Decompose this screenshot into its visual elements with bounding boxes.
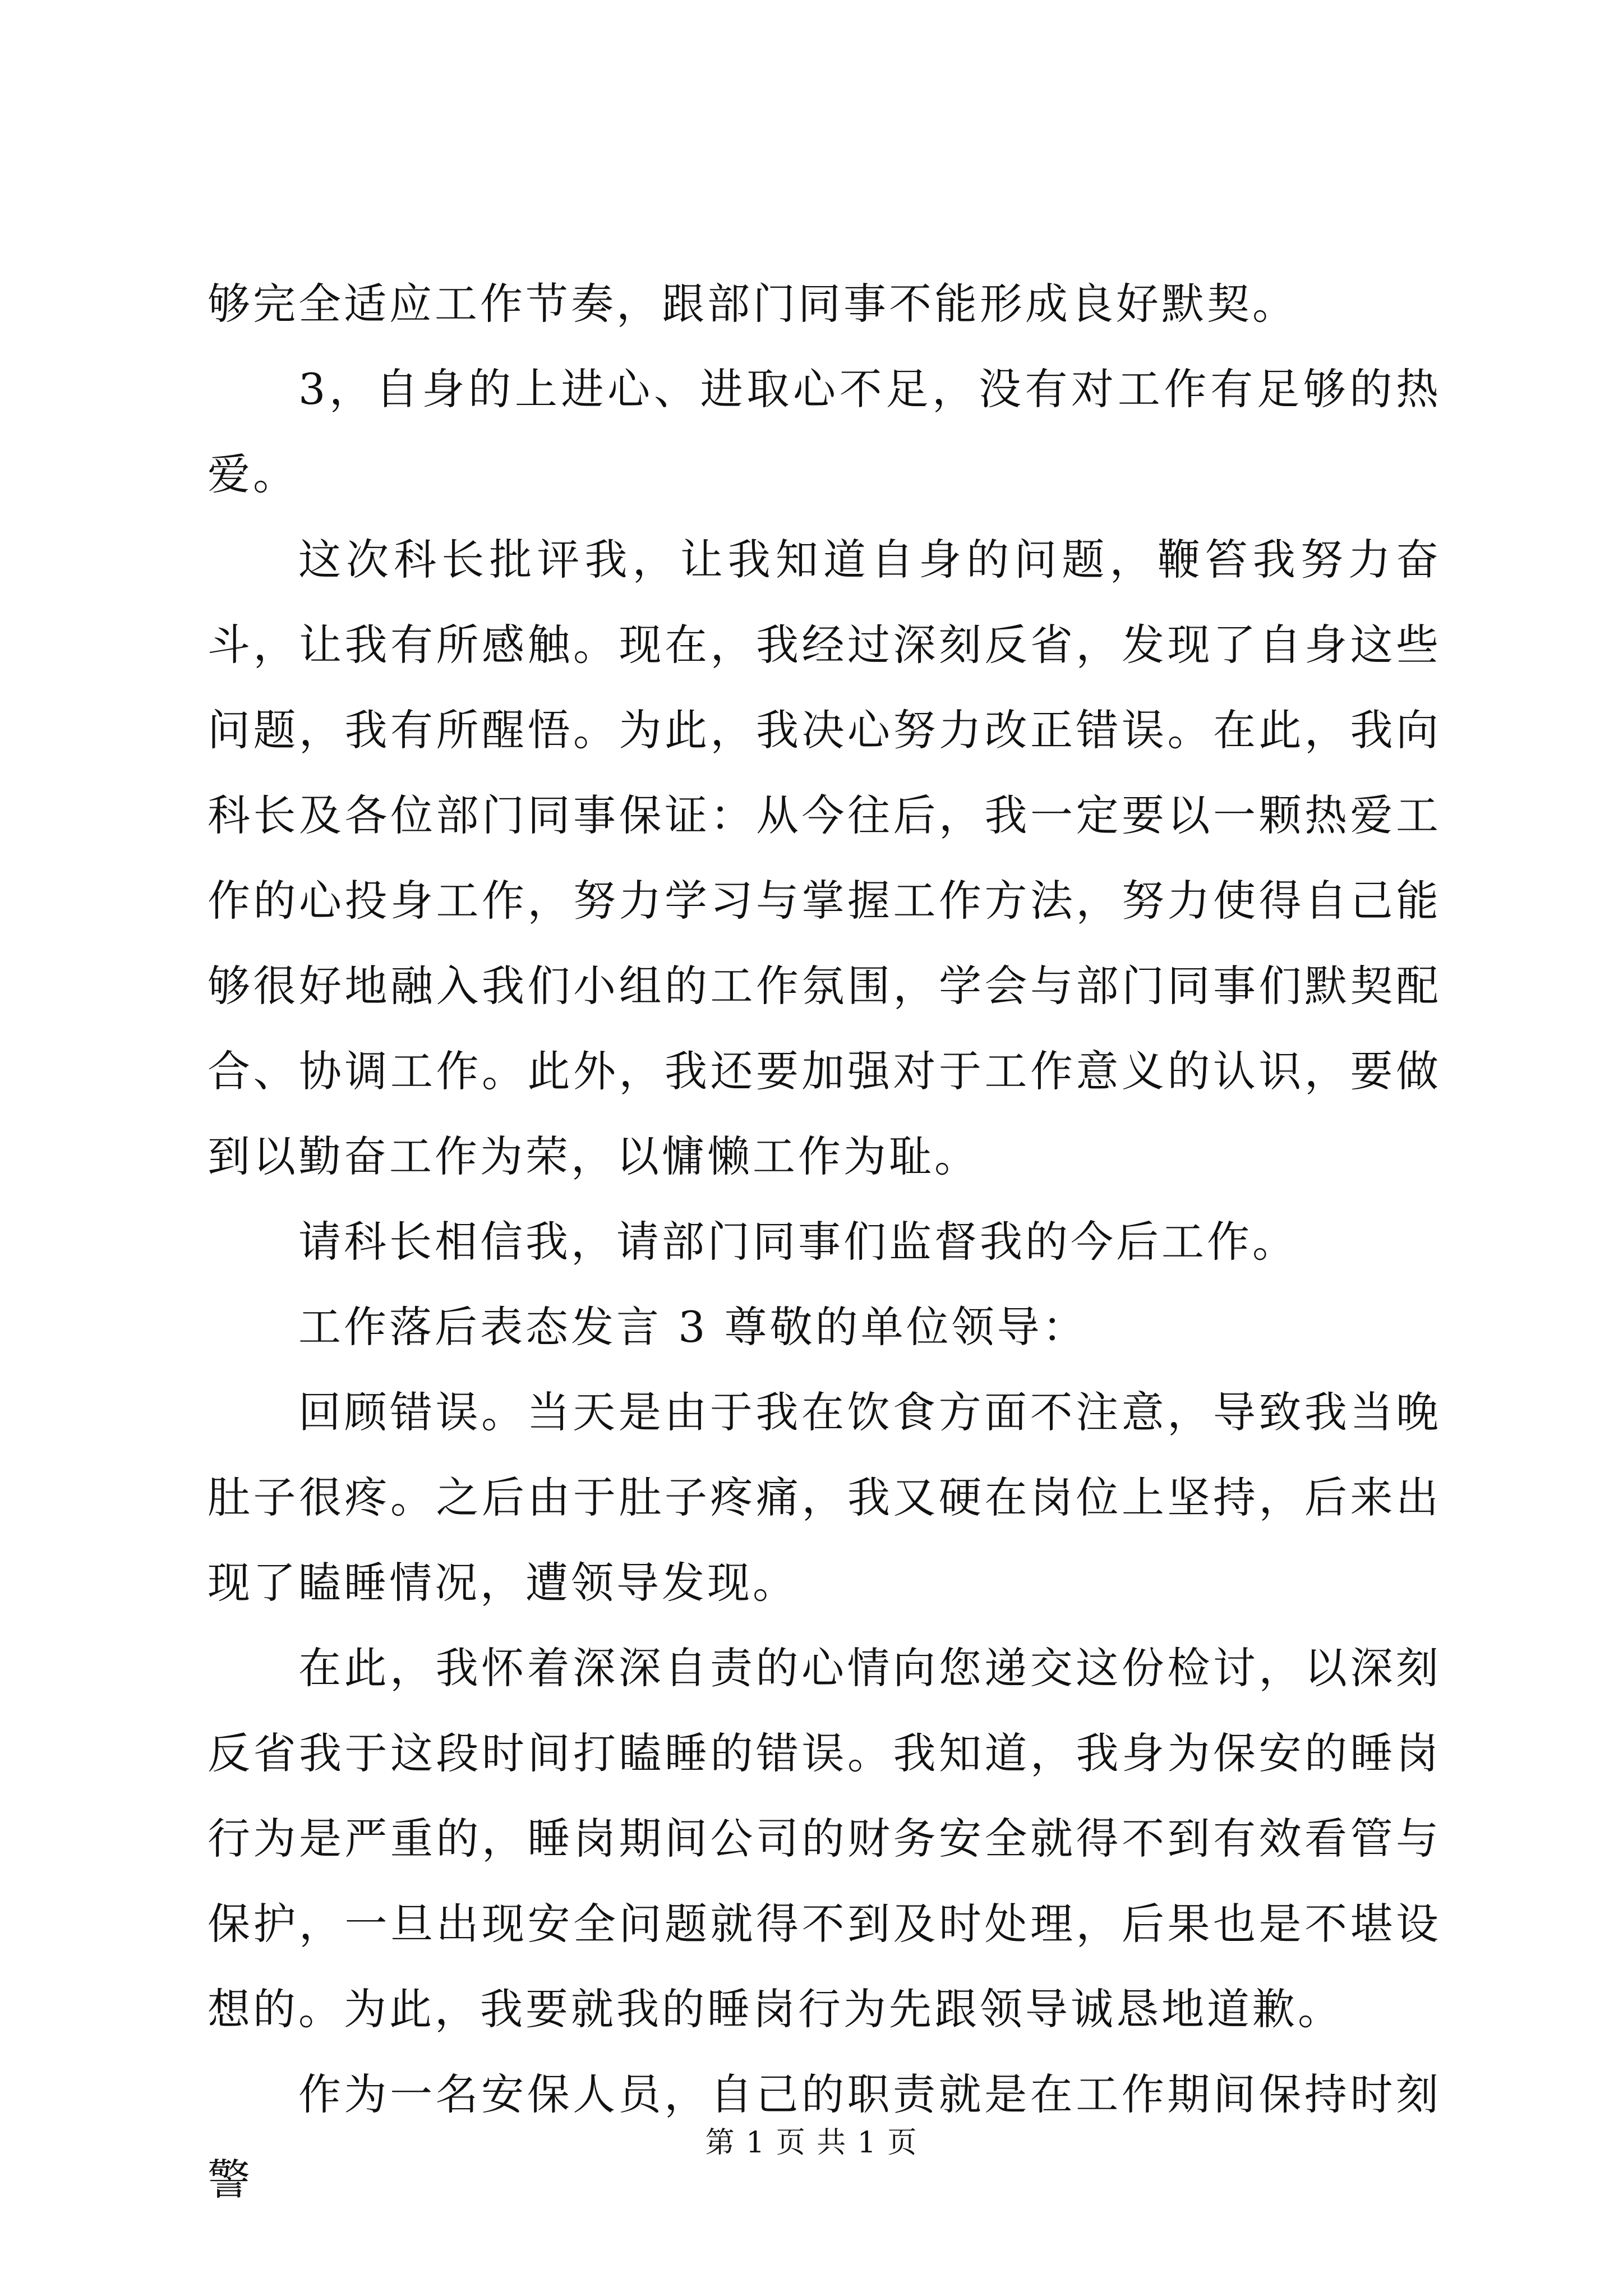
page-footer: 第 1 页 共 1 页 — [705, 2126, 918, 2160]
paragraph-point-3: 3，自身的上进心、进取心不足，没有对工作有足够的热爱。 — [208, 364, 1441, 499]
paragraph-request-supervision: 请科长相信我，请部门同事们监督我的今后工作。 — [298, 1217, 1298, 1267]
paragraph-security-duty: 作为一名安保人员，自己的职责就是在工作期间保持时刻警 — [208, 2069, 1441, 2205]
paragraph-apology: 在此，我怀着深深自责的心情向您递交这份检讨，以深刻反省我于这段时间打瞌睡的错误。我知道，我身为保安的睡岗行为是严重的，睡岗期间公司的财务安全就得不到有效看管与保护，一旦出现安全问题就得不到及时处理，后果也是不堪设想的。为此，我要就我的睡岗行为先跟领导诚恳地道歉。 — [208, 1643, 1441, 2034]
paragraph-section-heading: 工作落后表态发言 3 尊敬的单位领导： — [298, 1302, 1088, 1352]
paragraph-review-mistake: 回顾错误。当天是由于我在饮食方面不注意，导致我当晚肚子很疼。之后由于肚子疼痛，我又硬在岗位上坚持，后来出现了瞌睡情况，遭领导发现。 — [208, 1387, 1441, 1608]
document-body — [208, 261, 1441, 2223]
paragraph-criticism-reflection: 这次科长批评我，让我知道自身的问题，鞭笞我努力奋斗，让我有所感触。现在，我经过深刻反省，发现了自身这些问题，我有所醒悟。为此，我决心努力改正错误。在此，我向科长及各位部门同事保证：从今往后，我一定要以一颗热爱工作的心投身工作，努力学习与掌握工作方法，努力使得自己能够很好地融入我们小组的工作氛围，学会与部门同事们默契配合、协调工作。此外，我还要加强对于工作意义的认识，要做到以勤奋工作为荣，以慵懒工作为耻。 — [208, 535, 1441, 1181]
paragraph-continuation: 够完全适应工作节奏，跟部门同事不能形成良好默契。 — [208, 279, 1298, 329]
